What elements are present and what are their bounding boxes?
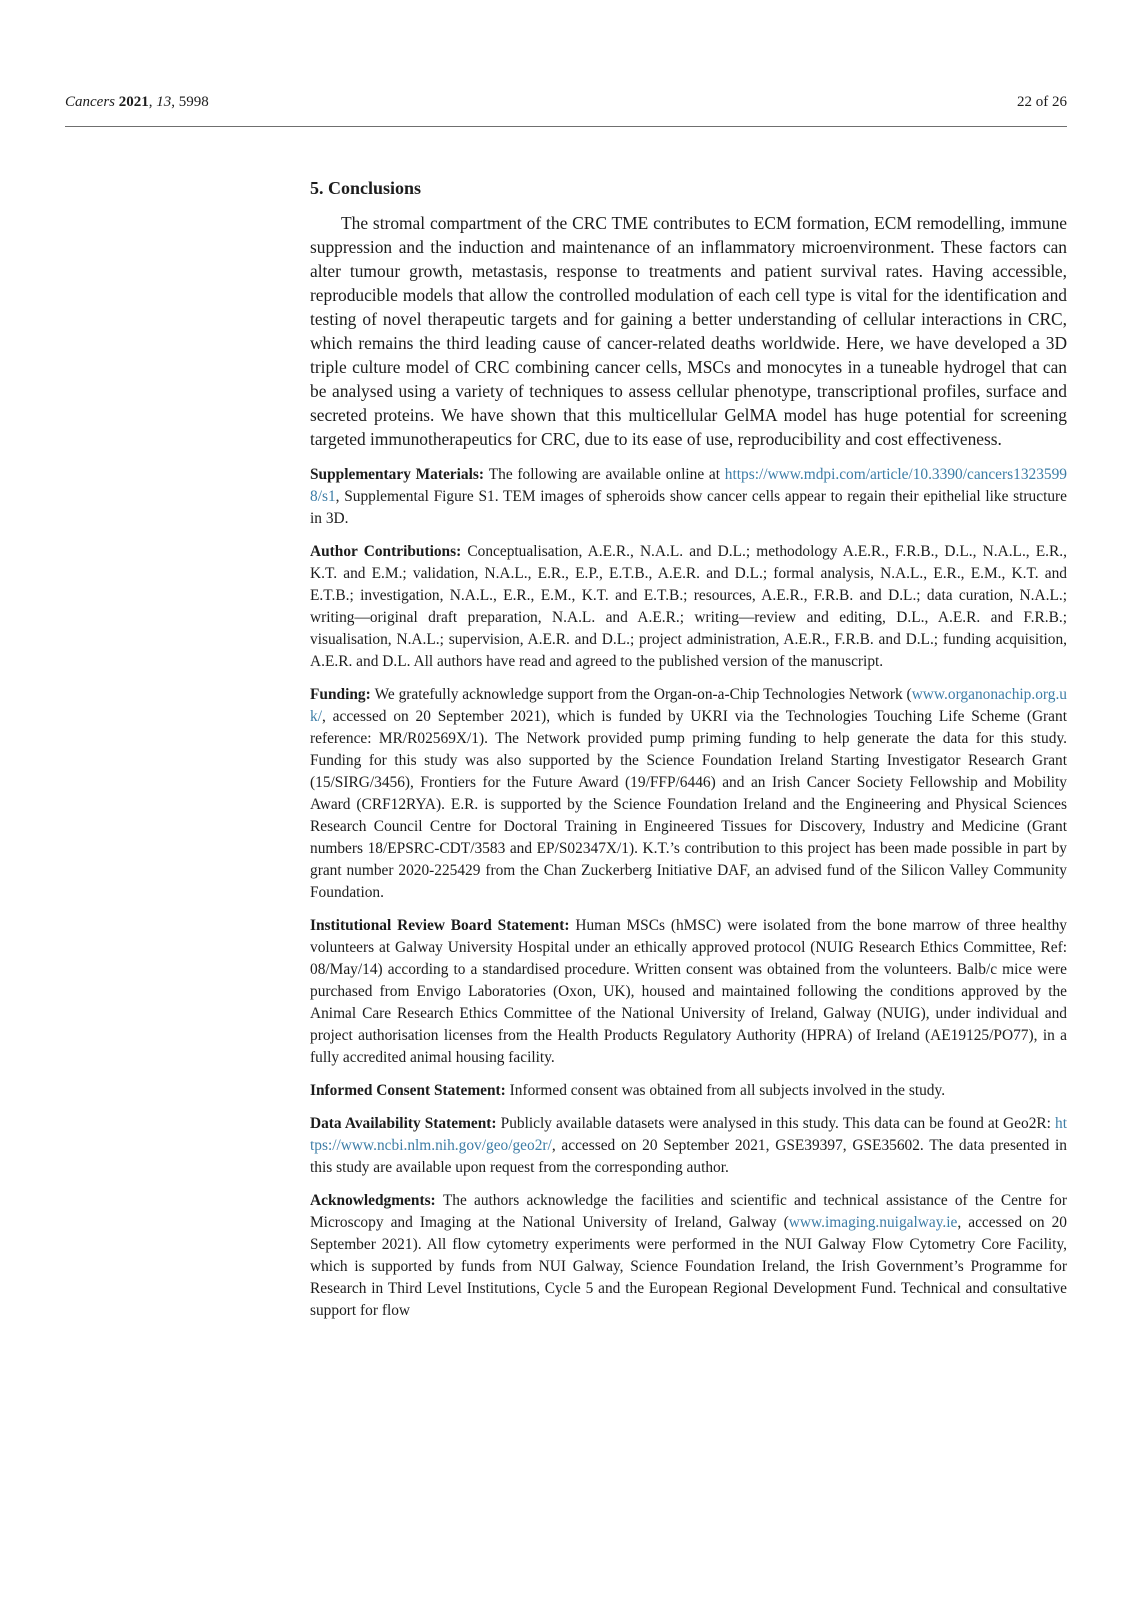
section-acknowledgments — [310, 1190, 1067, 1322]
journal-citation — [65, 94, 209, 111]
article-body — [310, 178, 1067, 1322]
back-matter — [310, 464, 1067, 1322]
institutional-review-board-statement-label: Institutional Review Board Statement: — [310, 917, 576, 934]
page-number: 22 of 26 — [1017, 94, 1067, 110]
acknowledgments-text: , accessed on 20 September 2021). All flow cytometry experiments were performed in the NUI Galway Flow Cytometry Core Facility, which is supported by funds from NUI Galway, Science Foundation Ireland, the Irish Government’s Programme for Research in Third Level Institutions, Cycle 5 and the European Regional Development Fund. Technical and consultative support for flow — [310, 1214, 1067, 1319]
conclusions-heading: 5. Conclusions — [310, 178, 422, 198]
header-rule — [65, 126, 1067, 127]
journal-citation-text: Cancers — [65, 94, 115, 110]
acknowledgments-link[interactable]: www.imaging.nuigalway.ie — [788, 1214, 958, 1231]
informed-consent-statement-text: Informed consent was obtained from all subjects involved in the study. — [509, 1082, 946, 1099]
section-funding — [310, 684, 1067, 904]
funding-label: Funding: — [310, 686, 375, 703]
funding-text: We gratefully acknowledge support from the Organ-on-a-Chip Technologies Network ( — [374, 686, 912, 703]
acknowledgments-text: The authors acknowledge the facilities and scientific and technical assistance of the Centre for Microscopy and Imaging at the National University of Ireland, Galway ( — [310, 1192, 1067, 1231]
section-informed-consent-statement — [310, 1080, 1067, 1102]
conclusions-paragraph: The stromal compartment of the CRC TME contributes to ECM formation, ECM remodelling, immune suppression and the induction and maintenance of an inflammatory microenvironment. These factors can alter tumour growth, metastasis, response to treatments and patient survival rates. Having accessible, reproducible models that allow the controlled modulation of each cell type is vital for the identification and testing of novel therapeutic targets and for gaining a better understanding of cellular interactions in CRC, which remains the third leading cause of cancer-related deaths worldwide. Here, we have developed a 3D triple culture model of CRC combining cancer cells, MSCs and monocytes in a tuneable hydrogel that can be analysed using a variety of techniques to assess cellular phenotype, transcriptional profiles, surface and secreted proteins. We have shown that this multicellular GelMA model has huge potential for screening targeted immunotherapeutics for CRC, due to its ease of use, reproducibility and cost effectiveness. — [310, 213, 1067, 449]
institutional-review-board-statement-text: Human MSCs (hMSC) were isolated from the bone marrow of three healthy volunteers at Galway University Hospital under an ethically approved protocol (NUIG Research Ethics Committee, Ref: 08/May/14) according to a standardised procedure. Written consent was obtained from the volunteers. Balb/c mice were purchased from Envigo Laboratories (Oxon, UK), housed and maintained following the conditions approved by the Animal Care Research Ethics Committee of the National University of Ireland, Galway (NUIG), under individual and project authorisation licenses from the Health Products Regulatory Authority (HPRA) of Ireland (AE19125/PO77), in a fully accredited animal housing facility. — [310, 917, 1067, 1066]
supplementary-materials-text: , Supplemental Figure S1. TEM images of spheroids show cancer cells appear to regain their epithelial like structure in 3D. — [310, 488, 1067, 527]
acknowledgments-label: Acknowledgments: — [310, 1192, 443, 1209]
author-contributions-text: Conceptualisation, A.E.R., N.A.L. and D.L.; methodology A.E.R., F.R.B., D.L., N.A.L., E.R., K.T. and E.M.; validation, N.A.L., E.R., E.P., E.T.B., A.E.R. and D.L.; formal analysis, N.A.L., E.R., E.M., K.T. and E.T.B.; investigation, N.A.L., E.R., E.M., K.T. and E.T.B.; resources, A.E.R., F.R.B. and D.L.; data curation, N.A.L.; writing—original draft preparation, N.A.L. and A.E.R.; writing—review and editing, D.L., A.E.R. and F.R.B.; visualisation, N.A.L.; supervision, A.E.R. and D.L.; project administration, A.E.R., F.R.B. and D.L.; funding acquisition, A.E.R. and D.L. All authors have read and agreed to the published version of the manuscript. — [310, 543, 1067, 670]
supplementary-materials-label: Supplementary Materials: — [310, 466, 489, 483]
section-institutional-review-board-statement — [310, 915, 1067, 1069]
journal-citation-label: 2021 — [118, 94, 149, 110]
data-availability-statement-text: , accessed on 20 September 2021, GSE39397, GSE35602. The data presented in this study are available upon request from the corresponding author. — [310, 1137, 1067, 1176]
section-data-availability-statement — [310, 1113, 1067, 1179]
page-header — [65, 94, 1067, 111]
supplementary-materials-text: The following are available online at — [488, 466, 725, 483]
data-availability-statement-label: Data Availability Statement: — [310, 1115, 501, 1132]
section-supplementary-materials — [310, 464, 1067, 530]
funding-link[interactable]: www.organonachip.org.uk/ — [310, 686, 1067, 725]
journal-citation-text: , — [148, 94, 157, 110]
data-availability-statement-text: Publicly available datasets were analysed in this study. This data can be found at Geo2R: — [500, 1115, 1056, 1132]
author-contributions-label: Author Contributions: — [310, 543, 468, 560]
funding-text: , accessed on 20 September 2021), which is funded by UKRI via the Technologies Touching Life Scheme (Grant reference: MR/R02569X/1). The Network provided pump priming funding to help generate the data for this study. Funding for this study was also supported by the Science Foundation Ireland Starting Investigator Research Grant (15/SIRG/3456), Frontiers for the Future Award (19/FFP/6446) and an Irish Cancer Society Fellowship and Mobility Award (CRF12RYA). E.R. is supported by the Science Foundation Ireland and the Engineering and Physical Sciences Research Council Centre for Doctoral Training in Engineered Tissues for Discovery, Industry and Medicine (Grant numbers 18/EPSRC-CDT/3583 and EP/S02347X/1). K.T.’s contribution to this project has been made possible in part by grant number 2020-225429 from the Chan Zuckerberg Initiative DAF, an advised fund of the Silicon Valley Community Foundation. — [310, 708, 1067, 901]
data-availability-statement-link[interactable]: https://www.ncbi.nlm.nih.gov/geo/geo2r/ — [310, 1115, 1067, 1154]
informed-consent-statement-label: Informed Consent Statement: — [310, 1082, 510, 1099]
journal-citation-text: 13 — [156, 94, 172, 110]
journal-citation-text: , 5998 — [171, 94, 209, 110]
supplementary-materials-link[interactable]: https://www.mdpi.com/article/10.3390/cancers13235998/s1 — [310, 466, 1067, 505]
section-author-contributions — [310, 541, 1067, 673]
